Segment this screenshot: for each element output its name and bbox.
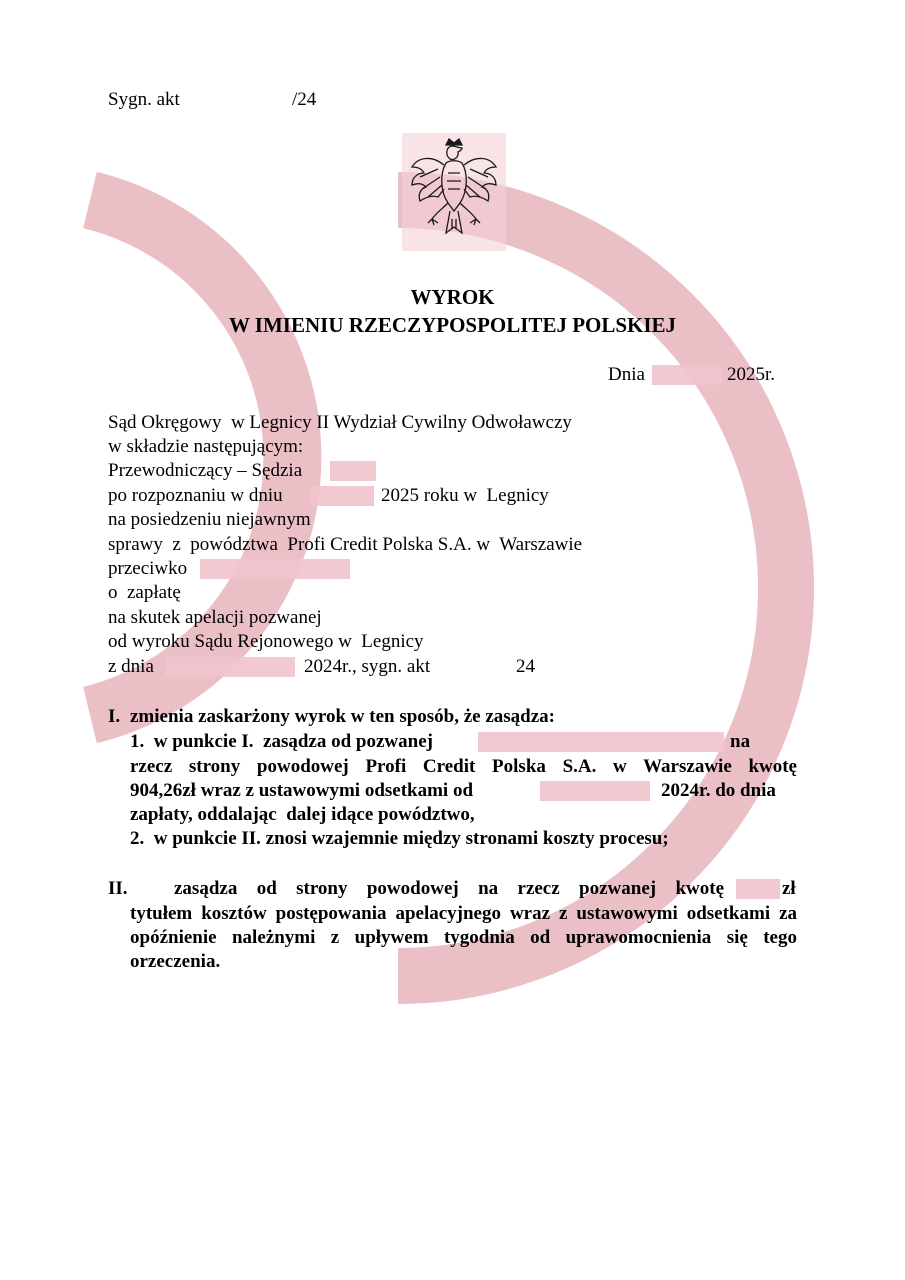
ruling-point-2-text: tytułem kosztów postępowania apelacyjnego wraz z ustawowymi odsetkami za opóźnienie należnymi z upływem tygodnia od uprawomocnienia się tego orzeczenia. xyxy=(130,903,797,972)
ruling-point-2-line-1: zasądza od strony powodowej na rzecz pozwanej kwotę xyxy=(174,878,724,899)
polish-eagle-emblem-icon xyxy=(402,133,506,251)
redaction-box xyxy=(330,461,376,481)
case-parties: sprawy z powództwa Profi Credit Polska S.A. w Warszawie xyxy=(108,534,583,555)
ruling-sub-1-line-3: 904,26zł wraz z ustawowymi odsetkami od xyxy=(130,780,474,801)
session-type: na posiedzeniu niejawnym xyxy=(108,509,311,530)
presiding-judge: Przewodniczący – Sędzia xyxy=(108,460,303,481)
document-subtitle: W IMIENIU RZECZYPOSPOLITEJ POLSKIEJ xyxy=(228,313,677,337)
case-signature-label: Sygn. akt xyxy=(108,89,180,110)
lower-court-date-prefix: z dnia xyxy=(108,656,154,677)
ruling-point-2-number: II. xyxy=(108,878,128,899)
redaction-box xyxy=(200,559,350,579)
case-signature-suffix: /24 xyxy=(292,89,317,110)
lower-court-line: od wyroku Sądu Rejonowego w Legnicy xyxy=(108,631,424,652)
lower-court-signature: 24 xyxy=(516,656,535,677)
date-suffix: 2025r. xyxy=(727,364,776,385)
redaction-box xyxy=(310,486,374,506)
redaction-box xyxy=(652,365,722,385)
ruling-point-2-line-1-end: zł xyxy=(782,878,796,899)
lower-court-date-suffix: 2024r., sygn. akt xyxy=(304,656,431,677)
redaction-box xyxy=(165,657,295,677)
hearing-date-prefix: po rozpoznaniu w dniu xyxy=(108,485,283,506)
composition-line: w składzie następującym: xyxy=(108,436,304,457)
against-label: przeciwko xyxy=(108,558,188,579)
hearing-date-suffix: 2025 roku w Legnicy xyxy=(381,485,549,506)
ruling-sub-1-line-1-end: na xyxy=(730,731,751,752)
case-subject: o zapłatę xyxy=(108,582,181,603)
ruling-sub-1-line-2: rzecz strony powodowej Profi Credit Polska S.A. w Warszawie kwotę xyxy=(130,756,797,777)
redaction-box xyxy=(540,781,650,801)
document-title: WYROK xyxy=(410,285,495,309)
date-label: Dnia xyxy=(608,364,645,385)
redaction-box xyxy=(736,879,780,899)
ruling-sub-2: 2. w punkcie II. znosi wzajemnie między stronami koszty procesu; xyxy=(130,828,669,849)
ruling-sub-1-line-4: zapłaty, oddalając dalej idące powództwo, xyxy=(130,804,475,825)
redaction-box xyxy=(478,732,724,752)
appeal-line: na skutek apelacji pozwanej xyxy=(108,607,322,628)
ruling-sub-1-line-1: 1. w punkcie I. zasądza od pozwanej xyxy=(130,731,433,752)
ruling-point-1-number: I. xyxy=(108,706,121,727)
ruling-point-1-text: zmienia zaskarżony wyrok w ten sposób, że zasądza: xyxy=(130,706,556,727)
ruling-sub-1-line-3-end: 2024r. do dnia xyxy=(661,780,776,801)
court-name: Sąd Okręgowy w Legnicy II Wydział Cywilny Odwoławczy xyxy=(108,412,572,433)
